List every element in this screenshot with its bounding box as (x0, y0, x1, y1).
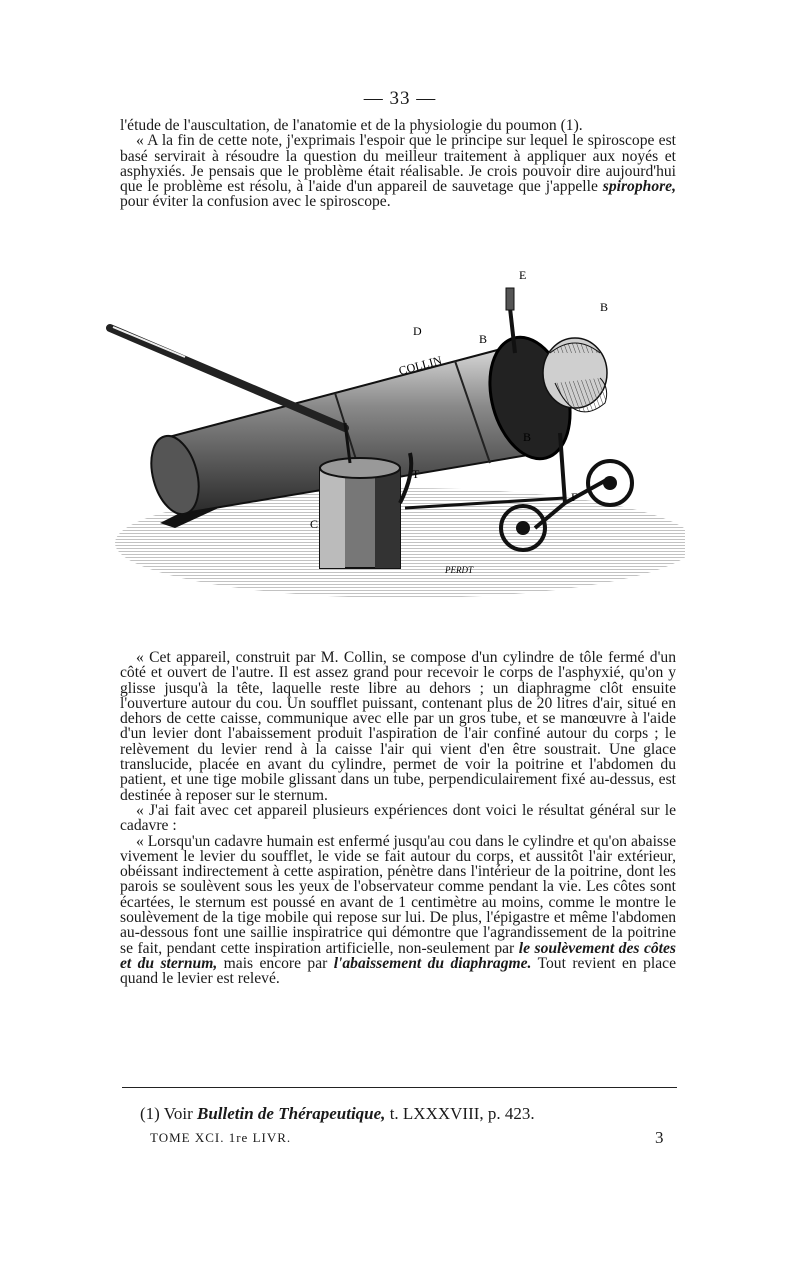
label-T: T (412, 467, 420, 481)
volume-signature: TOME XCI. 1re LIVR. (150, 1130, 292, 1145)
paragraph-text: Tout revient en place quand le levier est relevé. (120, 954, 676, 988)
paragraph-text: « Lorsqu'un cadavre humain est enfermé jusqu'au cou dans le cylindre et qu'on abaisse vivement le levier du soufflet, le vide se fait autour du corps, et aussitôt l'air extérieur, obéissant indirectement à cette aspiration, pénètre dans l'intérieur de la poitrine, dont les parois se soulèvent sous les yeux de l'observateur comme pendant la vie. Les côtes sont écartées, le sternum est poussé en avant de 1 centimètre au moins, comme le montre le soulèvement de la tige mobile qui repose sur lui. De plus, l'épigastre et même l'abdomen au-dessous font une saillie inspiratrice qui démontre que l'agrandissement de la poitrine se fait, pendant cette inspiration artificielle, non-seulement par (120, 832, 676, 957)
footnote-title: Bulletin de Thérapeutique, (197, 1104, 386, 1123)
paragraph (120, 834, 676, 987)
engraver-signature: PERDT (445, 565, 473, 575)
label-B-left: B (479, 332, 488, 346)
paragraph: l'étude de l'auscultation, de l'anatomie et de la physiologie du poumon (1). (120, 117, 583, 134)
footnote-rule (122, 1087, 677, 1089)
label-B-top: B (600, 300, 609, 314)
lever (110, 328, 345, 428)
paragraph-text: pour éviter la confusion avec le spiroscope. (120, 193, 391, 211)
paragraph: « J'ai fait avec cet appareil plusieurs expériences dont voici le résultat général sur le cadavre : (120, 801, 676, 835)
paragraph (120, 133, 676, 209)
label-C: C (310, 517, 319, 531)
page-number: — 33 — (363, 88, 437, 109)
italic-term: spirophore, (602, 178, 676, 196)
text-block-main (120, 650, 676, 987)
label-D: D (413, 324, 422, 338)
label-B-low: B (523, 430, 532, 444)
italic-term: l'abaissement du diaphragme. (333, 954, 532, 972)
label-collin: COLLIN (397, 352, 444, 378)
text-block-top (120, 118, 676, 210)
paragraph-text: mais encore par (223, 954, 328, 972)
footnote-prefix: (1) Voir (140, 1104, 193, 1123)
label-F: F (571, 490, 578, 504)
paragraph: « Cet appareil, construit par M. Collin, se compose d'un cylindre de tôle fermé d'un côté et ouvert de l'autre. Il est assez grand pour recevoir le corps de l'asphyxié, qu'on y glisse jusqu'à la tête, laquelle reste libre au dehors ; un diaphragme clôt ensuite l'ouverture autour du cou. Un soufflet puissant, contenant plus de 20 litres d'air, situé en dehors de cette caisse, communique avec elle par un gros tube, et se manœuvre à l'aide d'un levier dont l'abaissement produit l'aspiration de l'air confiné autour du corps ; le relèvement du levier rend à la caisse l'air qui vient d'en être soustrait. Une glace translucide, placée en avant du cylindre, permet de voir la poitrine et l'abdomen du patient, et une tige mobile glissant dans un tube, perpendiculairement fixé au-dessus, est destinée à reposer sur le sternum. (120, 649, 676, 804)
sheet-number: 3 (655, 1128, 664, 1147)
footnote (140, 1104, 535, 1124)
italic-term: le soulèvement des côtes et du sternum, (120, 939, 676, 972)
paragraph-text: « A la fin de cette note, j'exprimais l'espoir que le principe sur lequel le spiroscope est basé servirait à résoudre la question du meilleur traitement à appliquer aux noyés et asphyxiés. Je pensais que le problème était réalisable. Je crois pouvoir dire aujourd'hui que le problème est résolu, à l'aide d'un appareil de sauvetage que j'appelle (120, 132, 676, 196)
spirophore-illustration (105, 253, 685, 603)
footnote-suffix: t. LXXXVIII, p. 423. (389, 1104, 535, 1123)
label-E: E (519, 268, 527, 282)
